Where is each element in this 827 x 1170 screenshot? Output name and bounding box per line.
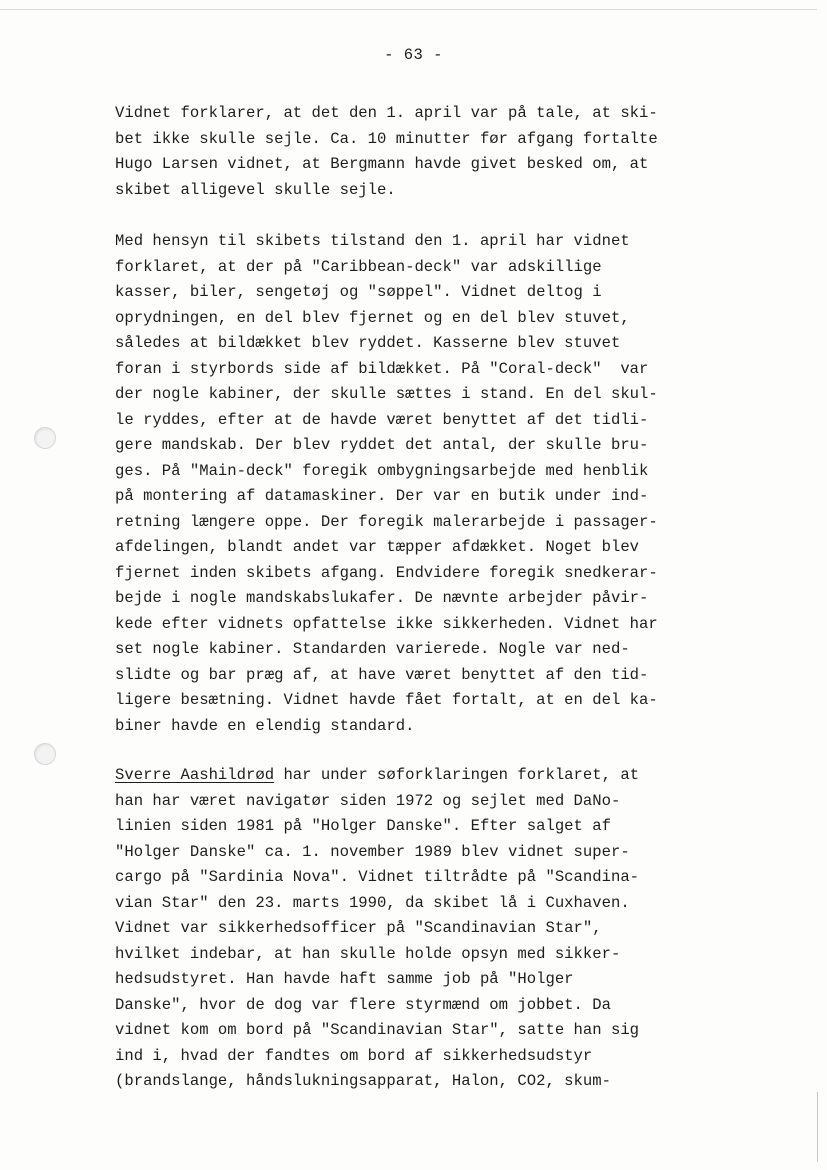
text-line: oprydningen, en del blev fjernet og en del blev stuvet, <box>115 308 630 327</box>
text-line: kede efter vidnets opfattelse ikke sikkerheden. Vidnet har <box>115 614 658 633</box>
text-line: bet ikke skulle sejle. Ca. 10 minutter før afgang fortalte <box>115 129 658 148</box>
text-line: ges. På "Main-deck" foregik ombygningsarbejde med henblik <box>115 461 649 480</box>
text-line: "Holger Danske" ca. 1. november 1989 blev vidnet super- <box>115 842 630 861</box>
text-line: slidte og bar præg af, at have været benyttet af den tid- <box>115 665 649 684</box>
text-line: således at bildækket blev ryddet. Kasserne blev stuvet <box>115 334 621 352</box>
text-line: han har været navigatør siden 1972 og sejlet med DaNo- <box>115 791 621 810</box>
text-line: gere mandskab. Der blev ryddet det antal, der skulle bru- <box>115 436 649 454</box>
text-line: (brandslange, håndslukningsapparat, Halon, CO2, skum- <box>115 1072 611 1090</box>
punch-hole <box>34 427 56 449</box>
text-line: foran i styrbords side af bildækket. På "Coral-deck" var <box>115 359 649 378</box>
text-line: retning længere oppe. Der foregik malerarbejde i passager- <box>115 512 658 531</box>
text-line: le ryddes, efter at de havde været benyttet af det tidli- <box>115 410 649 429</box>
text-line: bejde i nogle mandskabslukafer. De nævnte arbejder påvir- <box>115 589 649 607</box>
scan-edge-mark <box>817 1092 818 1162</box>
text-line: der nogle kabiner, der skulle sættes i stand. En del skul- <box>115 385 658 403</box>
text-line: vian Star" den 23. marts 1990, da skibet lå i Cuxhaven. <box>115 893 630 912</box>
page-number: - 63 - <box>384 46 443 64</box>
text-line: Vidnet var sikkerhedsofficer på "Scandinavian Star", <box>115 919 602 937</box>
text-line: ligere besætning. Vidnet havde fået fortalt, at en del ka- <box>115 691 658 709</box>
text-line: ind i, hvad der fandtes om bord af sikkerhedsudstyr <box>115 1046 593 1065</box>
text-line: fjernet inden skibets afgang. Endvidere foregik snedkerar- <box>115 563 658 582</box>
paragraph-ship-condition <box>115 229 658 739</box>
text-line: hvilket indebar, at han skulle holde opsyn med sikker- <box>115 944 621 963</box>
text-line: Vidnet forklarer, at det den 1. april var på tale, at ski- <box>115 104 658 122</box>
punch-hole <box>34 743 56 765</box>
text-line: skibet alligevel skulle sejle. <box>115 180 396 199</box>
text-line: cargo på "Sardinia Nova". Vidnet tiltrådte på "Scandina- <box>115 868 640 886</box>
text-line: på montering af datamaskiner. Der var en butik under ind- <box>115 487 649 505</box>
text-line: forklaret, at der på "Caribbean-deck" var adskillige <box>115 257 602 276</box>
paragraph-sverre-aashildrod <box>115 763 639 1095</box>
text-line: linien siden 1981 på "Holger Danske". Efter salget af <box>115 817 611 835</box>
scan-top-edge <box>0 9 817 10</box>
text-line: Danske", hvor de dog var flere styrmænd om jobbet. Da <box>115 995 611 1014</box>
text-line: kasser, biler, sengetøj og "søppel". Vidnet deltog i <box>115 283 602 301</box>
text-line: hedsudstyret. Han havde haft samme job på "Holger <box>115 970 574 988</box>
text-line: set nogle kabiner. Standarden varierede. Nogle var ned- <box>115 640 630 658</box>
text-line <box>115 763 639 789</box>
text-line: vidnet kom om bord på "Scandinavian Star", satte han sig <box>115 1021 640 1039</box>
paragraph-witness-statement <box>115 101 658 203</box>
text-line: Med hensyn til skibets tilstand den 1. april har vidnet <box>115 232 630 250</box>
text-line: afdelingen, blandt andet var tæpper afdækket. Noget blev <box>115 538 640 556</box>
witness-name: Sverre Aashildrød <box>115 766 275 784</box>
text-line: biner havde en elendig standard. <box>115 716 415 735</box>
first-line-text: har under søforklaringen forklaret, at <box>274 766 640 784</box>
text-line: Hugo Larsen vidnet, at Bergmann havde givet besked om, at <box>115 155 649 173</box>
